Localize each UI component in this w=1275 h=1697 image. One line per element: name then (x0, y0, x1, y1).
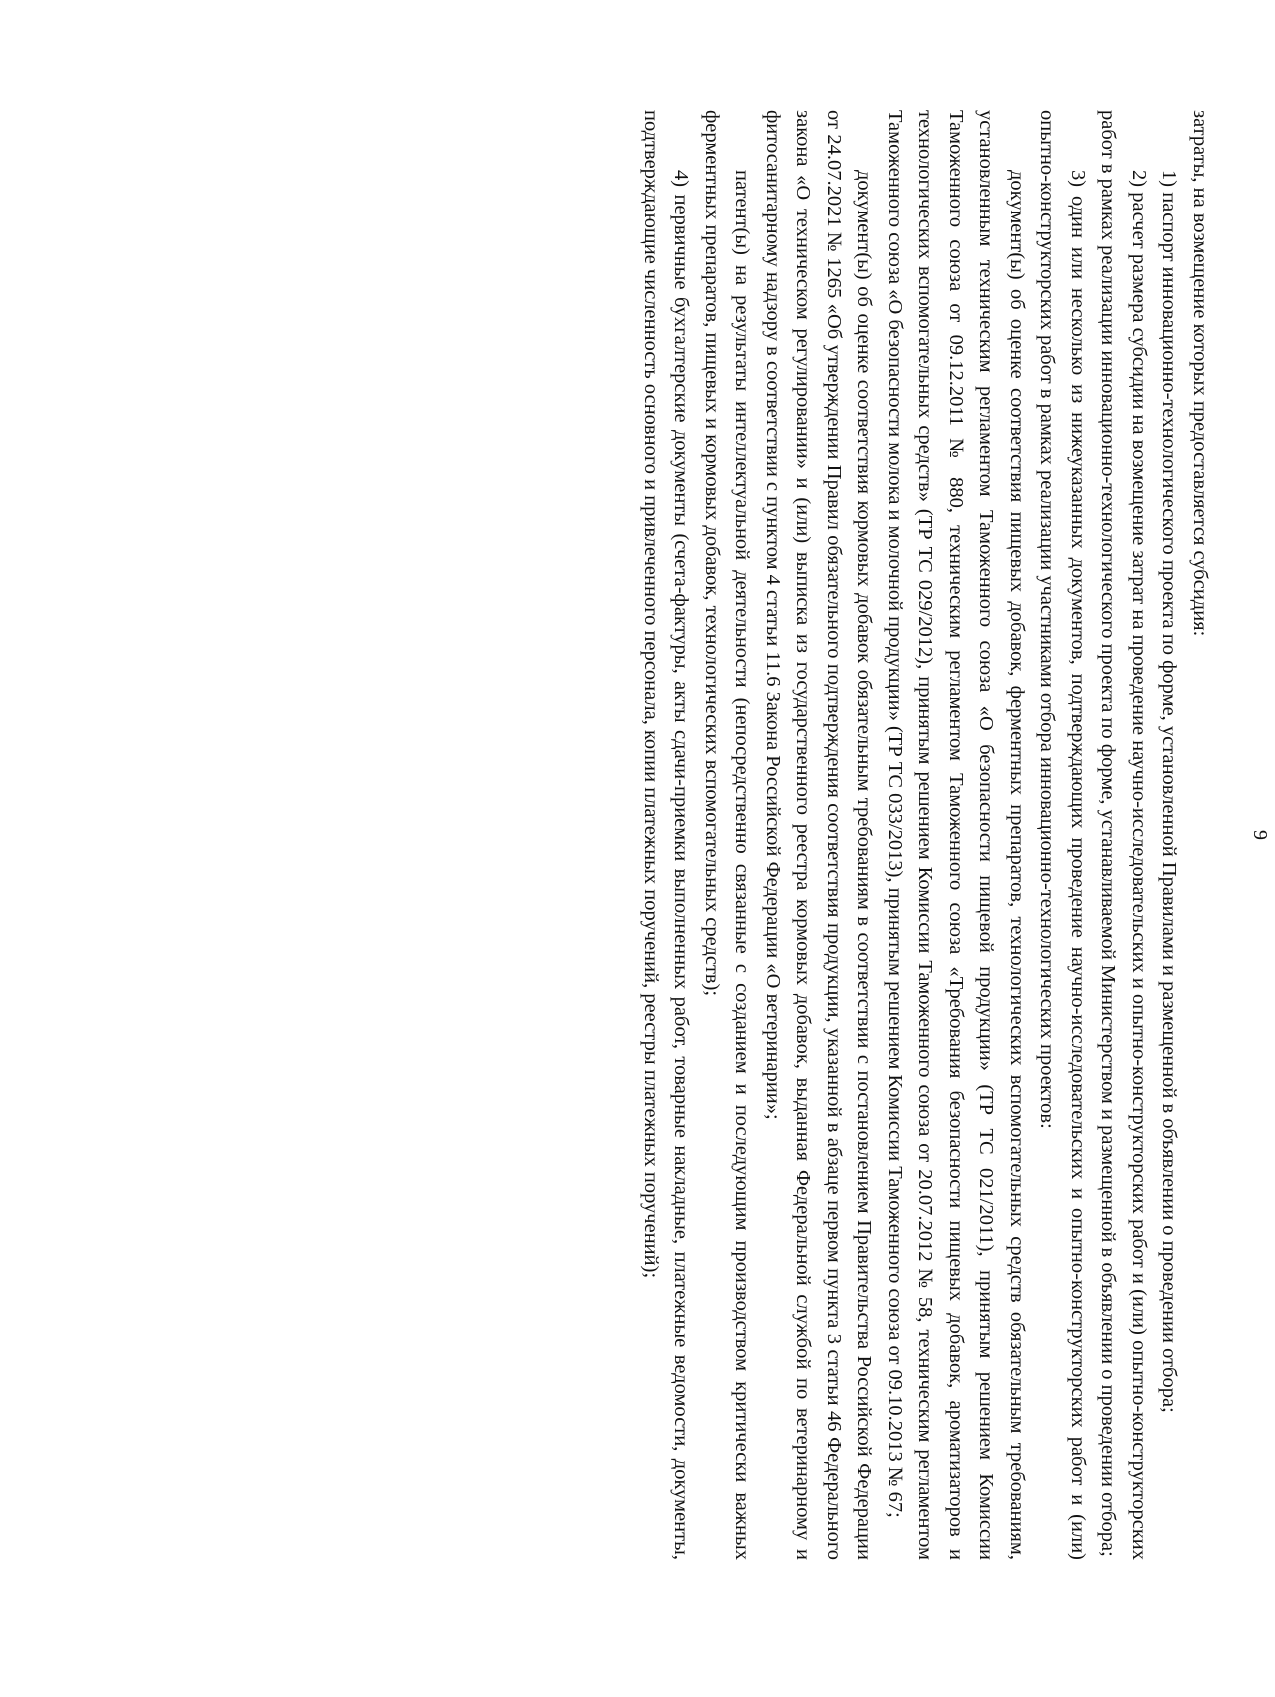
paragraph-food-additives-conformity: документ(ы) об оценке соответствия пищевых добавок, ферментных препаратов, технологических вспомогательных средств обязательным требованиям, установленным техническим регламентом Таможенного союза «О безопасности пищевой продукции» (ТР ТС 021/2011), принятым решением Комиссии Таможенного союза от 09.12.2011 № 880, техническим регламентом Таможенного союза «Требования безопасности пищевых добавок, ароматизаторов и технологических вспомогательных средств» (ТР ТС 029/2012), принятым решением Комиссии Таможенного союза от 20.07.2012 № 58, техническим регламентом Таможенного союза «О безопасности молока и молочной продукции» (ТР ТС 033/2013), принятым решением Комиссии Таможенного союза от 09.10.2013 № 67; (884, 110, 1028, 1560)
paragraph-feed-additives-conformity: документ(ы) об оценке соответствия кормовых добавок обязательным требованиям в соответствии с постановлением Правительства Российской Федерации от 24.07.2021 № 1265 «Об утверждении Правил обязательного подтверждения соответствия продукции, указанной в абзаце первом пункта 3 статьи 46 Федерального закона «О техническом регулировании» и (или) выписка из государственного реестра кормовых добавок, выданная Федеральной службой по ветеринарному и фитосанитарному надзору в соответствии с пунктом 4 статьи 11.6 Закона Российской Федерации «О ветеринарии»; (762, 110, 876, 1560)
paragraph-intro: затраты, на возмещение которых предоставляется субсидия: (1189, 110, 1211, 637)
page-number: 9 (1249, 830, 1271, 840)
paragraph-patents: патент(ы) на результаты интеллектуальной деятельности (непосредственно связанные с созданием и последующим производством критически важных ферментных препаратов, пищевых и кормовых добавок, технологических вспомогательных средств); (701, 110, 754, 1560)
rotated-text-block (455, 110, 1271, 1560)
paragraph-item-3-supporting-documents: 3) один или несколько из нижеуказанных документов, подтверждающих проведение научно-исследовательских и опытно-конструкторских работ и (или) опытно-конструкторских работ в рамках реализации участниками отбора инновационно-технологических проектов: (1036, 110, 1089, 1560)
paragraph-item-1-passport: 1) паспорт инновационно-технологического проекта по форме, установленной Правилами и размещенной в объявлении о проведении отбора; (1158, 170, 1181, 1413)
paragraph-item-2-subsidy-calculation: 2) расчет размера субсидии на возмещение затрат на проведение научно-исследовательских и опытно-конструкторских работ и (или) опытно-конструкторских работ в рамках реализации инновационно-технологического проекта по форме, устанавливаемой Министерством и размещенной в объявлении о проведении отбора; (1097, 110, 1150, 1560)
paragraph-item-4-accounting-documents: 4) первичные бухгалтерские документы (счета-фактуры, акты сдачи-приемки выполненных работ, товарные накладные, платежные ведомости, документы, подтверждающие численность основного и привлеченного персонала, копии платежных поручений, реестры платежных поручений); (640, 110, 693, 1560)
